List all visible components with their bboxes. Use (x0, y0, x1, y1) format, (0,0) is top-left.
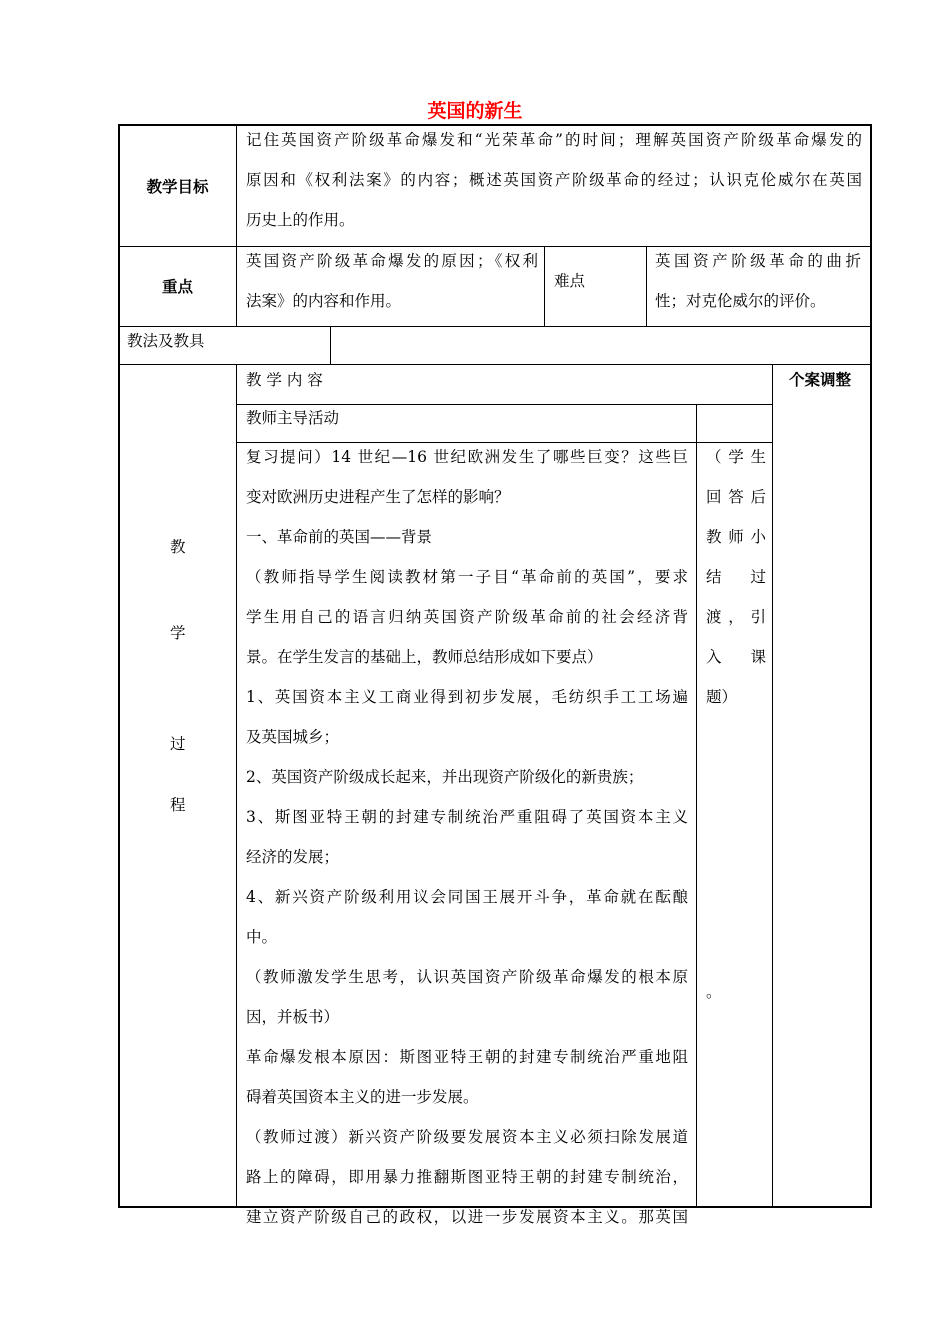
process-label-char: 教 (170, 538, 186, 556)
process-line: 路上的障碍，即用暴力推翻斯图亚特王朝的封建专制统治， (246, 1168, 688, 1186)
note-line: 渡，引 (706, 608, 766, 626)
process-line: 3、斯图亚特王朝的封建专制统治严重阻碍了英国资本主义 (246, 808, 688, 826)
note-line: 入 课 (706, 648, 766, 666)
process-line: 学生用自己的语言归纳英国资产阶级革命前的社会经济背 (246, 608, 688, 626)
adjust-header: 个案调整 (789, 371, 852, 389)
process-content (246, 437, 688, 1237)
key-content (246, 241, 538, 321)
process-line: 建立资产阶级自己的政权，以进一步发展资本主义。那英国 (246, 1208, 688, 1226)
key-label: 重点 (161, 278, 193, 296)
note-line: 题） (706, 688, 738, 706)
document-title: 英国的新生 (427, 100, 523, 122)
difficulty-line: 英国资产阶级革命的曲折 (655, 252, 861, 270)
goal-line: 记住英国资产阶级革命爆发和“光荣革命”的时间；理解英国资产阶级革命爆发的 (246, 131, 862, 149)
goal-line: 历史上的作用。 (246, 211, 355, 229)
process-line: 因，并板书） (246, 1008, 340, 1026)
process-line: 碍着英国资本主义的进一步发展。 (246, 1088, 479, 1106)
process-line: 4、新兴资产阶级利用议会同国王展开斗争，革命就在酝酿 (246, 888, 688, 906)
difficulty-line: 性；对克伦威尔的评价。 (655, 292, 826, 310)
process-line: 景。在学生发言的基础上，教师总结形成如下要点） (246, 648, 603, 666)
note-line: 教师小 (706, 528, 766, 546)
teacher-activity-header: 教师主导活动 (246, 409, 340, 427)
key-line: 法案》的内容和作用。 (246, 292, 402, 310)
note-end-mark: 。 (706, 983, 722, 1001)
process-line: 复习提问）14 世纪—16 世纪欧洲发生了哪些巨变？这些巨 (246, 448, 688, 466)
process-line: 中。 (246, 928, 278, 946)
process-line: 一、革命前的英国——背景 (246, 528, 433, 546)
process-line: 变对欧洲历史进程产生了怎样的影响？ (246, 488, 510, 506)
process-line: 2、英国资产阶级成长起来，并出现资产阶级化的新贵族； (246, 768, 644, 786)
process-line: 革命爆发根本原因：斯图亚特王朝的封建专制统治严重地阻 (246, 1048, 688, 1066)
process-line: （教师激发学生思考，认识英国资产阶级革命爆发的根本原 (246, 968, 688, 986)
note-line: （学生 (706, 448, 766, 466)
goal-label: 教学目标 (146, 178, 209, 196)
process-line: 经济的发展； (246, 848, 340, 866)
note-line: 结 过 (706, 568, 766, 586)
process-line: （教师过渡）新兴资产阶级要发展资本主义必须扫除发展道 (246, 1128, 688, 1146)
process-label-char: 程 (170, 796, 186, 814)
difficulty-label: 难点 (554, 272, 586, 290)
goal-content (246, 120, 862, 240)
note-line: 回答后 (706, 488, 766, 506)
process-label-char: 学 (170, 624, 186, 642)
process-line: 及英国城乡； (246, 728, 340, 746)
goal-line: 原因和《权利法案》的内容；概述英国资产阶级革命的经过；认识克伦威尔在英国 (246, 171, 862, 189)
student-activity-note (706, 437, 766, 717)
process-line: 1、英国资本主义工商业得到初步发展，毛纺织手工工场遍 (246, 688, 688, 706)
difficulty-content (655, 241, 861, 321)
process-label-char: 过 (170, 735, 186, 753)
key-line: 英国资产阶级革命爆发的原因；《权利 (246, 252, 538, 270)
method-label: 教法及教具 (127, 332, 205, 350)
content-header: 教 学 内 容 (246, 371, 323, 389)
process-line: （教师指导学生阅读教材第一子目“革命前的英国”，要求 (246, 568, 688, 586)
